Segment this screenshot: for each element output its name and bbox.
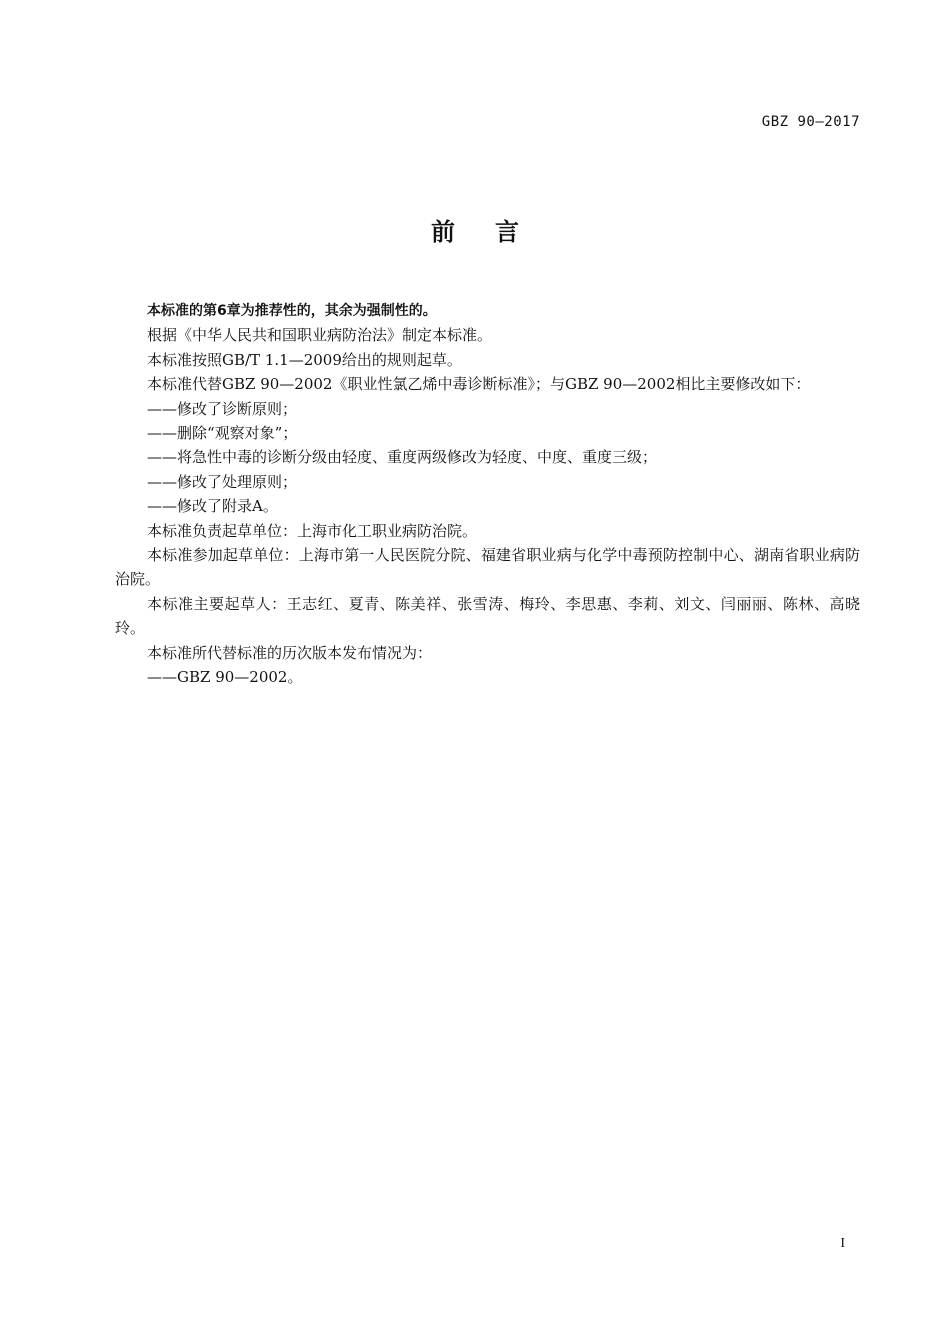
paragraph-replacement: 本标准代替GBZ 90—2002《职业性氯乙烯中毒诊断标准》；与GBZ 90—2002相比主要修改如下： <box>147 375 811 394</box>
paragraph-participating-drafters: 本标准参加起草单位：上海市第一人民医院分院、福建省职业病与化学中毒预防控制中心、湖南省职业病防治院。 <box>115 546 860 589</box>
paragraph-drafting-rules: 本标准按照GB/T 1.1—2009给出的规则起草。 <box>147 350 462 369</box>
paragraph-lead-drafter: 本标准负责起草单位：上海市化工职业病防治院。 <box>147 521 478 540</box>
paragraph-version-history: 本标准所代替标准的历次版本发布情况为： <box>147 643 433 662</box>
page-title: 前言 <box>431 218 559 246</box>
paragraph-main-authors: 本标准主要起草人：王志红、夏青、陈美祥、张雪涛、梅玲、李思惠、李莉、刘文、闫丽丽、陈林、高晓玲。 <box>115 594 860 638</box>
version-history-item: ——GBZ 90—2002。 <box>147 668 303 687</box>
change-item: ——修改了诊断原则； <box>147 399 298 418</box>
paragraph-legal-basis: 根据《中华人民共和国职业病防治法》制定本标准。 <box>147 326 493 345</box>
change-item: ——删除“观察对象”； <box>147 424 298 443</box>
change-item: ——修改了处理原则； <box>147 472 298 491</box>
foreword-body <box>115 299 860 690</box>
standard-code: GBZ 90—2017 <box>761 114 860 130</box>
change-item: ——将急性中毒的诊断分级由轻度、重度两级修改为轻度、中度、重度三级； <box>147 448 658 467</box>
paragraph-mandatory-note: 本标准的第6章为推荐性的，其余为强制性的。 <box>147 303 437 319</box>
page-number: I <box>840 1236 845 1251</box>
change-item: ——修改了附录A。 <box>147 497 278 516</box>
